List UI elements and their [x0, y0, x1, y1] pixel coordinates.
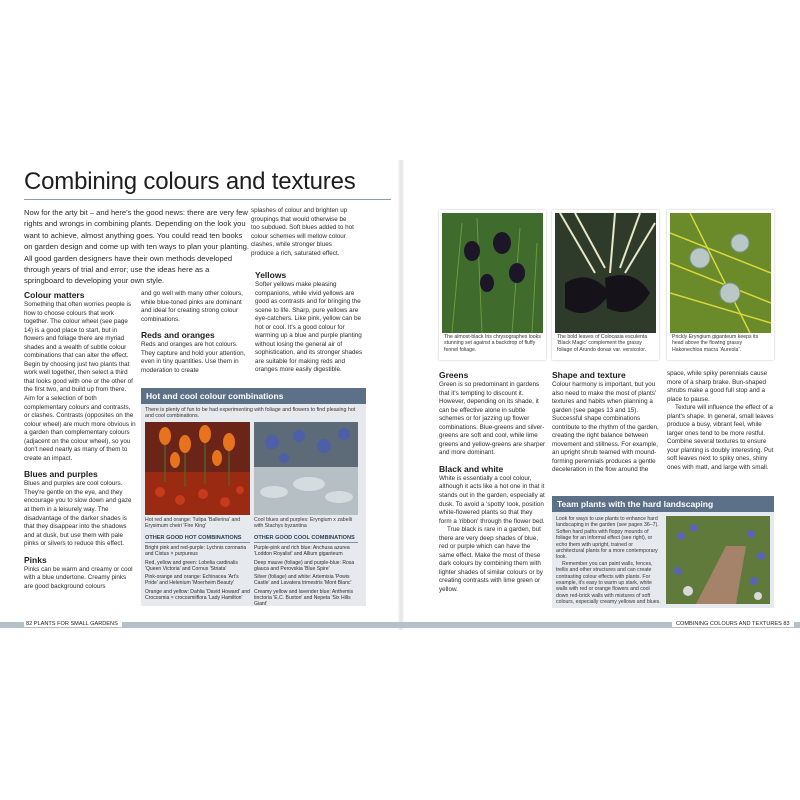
caption-eryngium: Prickly Eryngium giganteum keeps its head above the flowing grassy Hakonechloa macra 'Aureola'.	[672, 334, 759, 353]
eryngium-photo	[670, 213, 771, 333]
hot-combinations-list	[145, 535, 250, 603]
intro-column-right	[251, 207, 354, 258]
photo-card-iris	[439, 210, 546, 360]
path-planting-photo	[666, 516, 770, 604]
greens-heading: Greens	[439, 370, 469, 380]
black-white-heading: Black and white	[439, 463, 504, 474]
texture-text-1: space, while spiky perennials cause more of a sharp brake. Bun-shaped shrubs make a good full stop and a place to pause.	[667, 370, 768, 403]
hard-landscaping-box	[552, 496, 774, 609]
yellows-text: Softer yellows make pleasing companions, while vivid yellows are good as contrasts and for bringing the scene to life. Sharp, pure yellows are eye-catchers. Like pink, yellow can be hot or cool. It's a good colour for warming up a blue and purple planting without losing the general air of sophistication, and its stronger shades are suitable for making reds and oranges more easily digestible.	[255, 281, 363, 374]
right-column-2	[552, 370, 662, 475]
left-column-3	[255, 270, 367, 375]
yellows-heading: Yellows	[255, 270, 287, 280]
pinks-text: Pinks can be warm and creamy or cool with a blue undertone. Creamy pinks are good background colours	[24, 565, 133, 590]
hard-landscaping-text	[556, 516, 662, 606]
tulip-illustration	[145, 422, 250, 515]
hard-landscaping-body	[552, 512, 774, 608]
photo-hot-tulips	[145, 422, 250, 515]
hot-combo-item: Pink-orange and orange: Echinacea 'Art's Pride' and Helenium 'Moerheim Beauty'	[145, 574, 239, 587]
cool-combo-item: Creamy yellow and lavender blue: Anthemis tinctoria 'E.C. Buxton' and Nepeta 'Six Hills Giant'	[254, 588, 354, 608]
pinks-heading: Pinks	[24, 554, 47, 565]
photo-card-eryngium	[667, 210, 774, 360]
title-rule	[24, 199, 391, 200]
shape-texture-text: Colour harmony is important, but you also need to make the most of plants' textures and habits when planning a garden (see pages 13 and 15). Successful shape combinations contribute to the rhythm of the garden, creating the right balance between movement and stillness. For example, an upright shrub teamed with mound-forming perennials produces a gentle deceleration in the flow around the	[552, 381, 659, 474]
blues-purples-heading: Blues and purples	[24, 469, 98, 480]
caption-hot: Hot red and orange: Tulipa 'Ballerina' and Erysimum cheiri 'Fire King'	[145, 517, 241, 530]
colour-matters-text: Something that often worries people is how to choose colours that work together. The colour wheel (see page 14) is a good place to start, but in flowers and foliage there are myriad shades and a wealth of subtle colour combinations that can alter the effect. Begin by choosing just two plants that work well together, then select a third that looks good with one or the other of the first two, and build up from there. Aim for a selection of both complementary colours and contrasts, or clashes. Contrasts (opposites on the colour wheel) are much more obvious in a garden than complementary colours (adjacent on the colour wheel), so you don't need nearly as many of them to create an impact.	[24, 301, 136, 462]
colour-matters-heading: Colour matters	[24, 290, 85, 300]
book-gutter	[398, 160, 404, 630]
blues-purples-text: Blues and purples are cool colours. They're gentle on the eye, and they encourage you to slow down and gaze at them in a leisurely way. The disadvantage of the darker shades is that they disappear into the shadows and at dusk, but use them with pale pinks or silvers to reduce this effect.	[24, 480, 132, 548]
cool-combo-item: Purple-pink and rich blue: Anchusa azurea 'Loddon Royalist' and Allium giganteum	[254, 545, 350, 558]
colocasia-photo	[555, 213, 656, 333]
black-white-text-1: White is essentially a cool colour, although it acts like a hot one in that it stands out in the garden, especially at dusk. To avoid a 'spotty' look, position white-flowered plants so that they form a 'ribbon' through the flower bed.	[439, 474, 545, 525]
greens-text: Green is so predominant in gardens that it's tempting to discount it. However, depending on its shade, it can be effective alone in subtle schemes or for jazzing up flower combinations. Blue-greens and silver-greens are soft and cool, while lime greens and yellow-greens are sharper and more dominant.	[439, 381, 546, 457]
hot-combo-item: Orange and yellow: Dahlia 'David Howard' and Crocosmia × crocosmiiflora 'Lady Hamilton'	[145, 588, 251, 602]
hot-combinations-heading: OTHER GOOD HOT COMBINATIONS	[145, 535, 250, 543]
col2-top-text: and go well with many other colours, while blue-toned pinks are dominant and ideal for creating strong colour combinations.	[141, 290, 243, 323]
footer-left: 82 PLANTS FOR SMALL GARDENS	[24, 621, 122, 627]
hot-cool-box-header: Hot and cool colour combinations	[141, 388, 366, 404]
right-column-1	[439, 370, 546, 595]
hot-combo-item: Bright pink and red-purple: Lychnis coronaria and Cistus × purpureus	[145, 545, 247, 558]
cool-combo-item: Deep mauve (foliage) and purple-blue: Rosa glauca and Perovskia 'Blue Spire'	[254, 559, 355, 572]
col3-top-text: splashes of colour and brighten up groupings that would otherwise be too subdued. Soft blues added to hot colour schemes will mellow colour clashes, while stronger blues produce a rich, saturated effect.	[251, 207, 354, 257]
hot-cool-box	[141, 388, 366, 609]
intro-paragraph: Now for the arty bit – and here's the good news: there are very few rights and wrongs in combining plants. Depending on the look you want to achieve, almost anything goes. You could read ten books on garden design and come up with ten ways to plan your planting. All good garden designers have their own methods developed through years of trial and error; use the ideas here as a springboard to developing your own style.	[24, 208, 250, 286]
hot-combo-item: Red, yellow and green: Lobelia cardinalis 'Queen Victoria' and Cornus 'Striata'	[145, 559, 238, 572]
eryngium-illustration	[254, 422, 358, 515]
caption-colocasia: The bold leaves of Colocasia esculenta 'Black Magic' complement the grassy foliage of Arundo donax var. versicolor.	[557, 334, 648, 353]
shape-texture-heading: Shape and texture	[552, 370, 626, 380]
left-column-2	[141, 290, 249, 375]
hot-cool-intro: There is plenty of fun to be had experimenting with foliage and flowers to find pleasing hot and cool combinations.	[145, 407, 356, 420]
caption-cool: Cool blues and purples: Eryngium x zabelii with Stachys byzantina	[254, 517, 353, 530]
reds-oranges-heading: Reds and oranges	[141, 330, 215, 341]
left-column-1	[24, 290, 136, 591]
caption-iris: The almost-black Iris chrysographes looks stunning set against a backdrop of fluffy fennel foliage.	[444, 334, 541, 353]
cool-combo-item: Silver (foliage) and white: Artemisia 'Powis Castle' and Lavatera trimestris 'Mont Blanc'	[254, 574, 352, 587]
photo-card-colocasia	[552, 210, 659, 360]
cool-combinations-heading: OTHER GOOD COOL COMBINATIONS	[254, 535, 358, 543]
page-title: Combining colours and textures	[24, 168, 356, 195]
texture-text-2: Texture will influence the effect of a plant's shape. In general, small leaves produce a busy, vibrant feel, while larger ones tend to be more restful. Combine several textures to ensure your planting is doubly interesting. Put soft leaves next to spiky ones, shiny ones with matt, and large with small.	[667, 404, 774, 472]
reds-oranges-text: Reds and oranges are hot colours. They capture and hold your attention, even in tiny quantities. Use them in moderation to create	[141, 341, 246, 374]
hot-cool-box-body	[141, 404, 366, 606]
iris-photo	[442, 213, 543, 333]
footer-right: COMBINING COLOURS AND TEXTURES 83	[672, 621, 794, 627]
right-column-3	[667, 370, 774, 473]
cool-combinations-list	[254, 535, 358, 610]
photo-cool-eryngium	[254, 422, 358, 515]
hard-landscaping-header: Team plants with the hard landscaping	[552, 496, 774, 512]
hard-landscaping-text-2: Remember you can paint walls, fences, trellis and other structures and can create contrasting colour effects with plants. For example, it's easy to warm up stark, white walls with red or orange flowers and cool down red-brick walls with mixtures of soft colours, especially creamy yellows and blues.	[556, 560, 661, 606]
black-white-text-2: True black is rare in a garden, but there are very deep shades of blue, red or purple which can have the same effect. Make the most of these dark colours by combining them with lighter shades of similar colours or by creating contrasts with lime green or yellow.	[439, 526, 543, 594]
hard-landscaping-text-1: Look for ways to use plants to enhance hard landscaping in the garden (see pages 36–7). Soften hard paths with floppy mounds of foliage for an informal effect (see right), or echo them with upright, trained or architectural plants for a more contemporary look.	[556, 516, 659, 561]
